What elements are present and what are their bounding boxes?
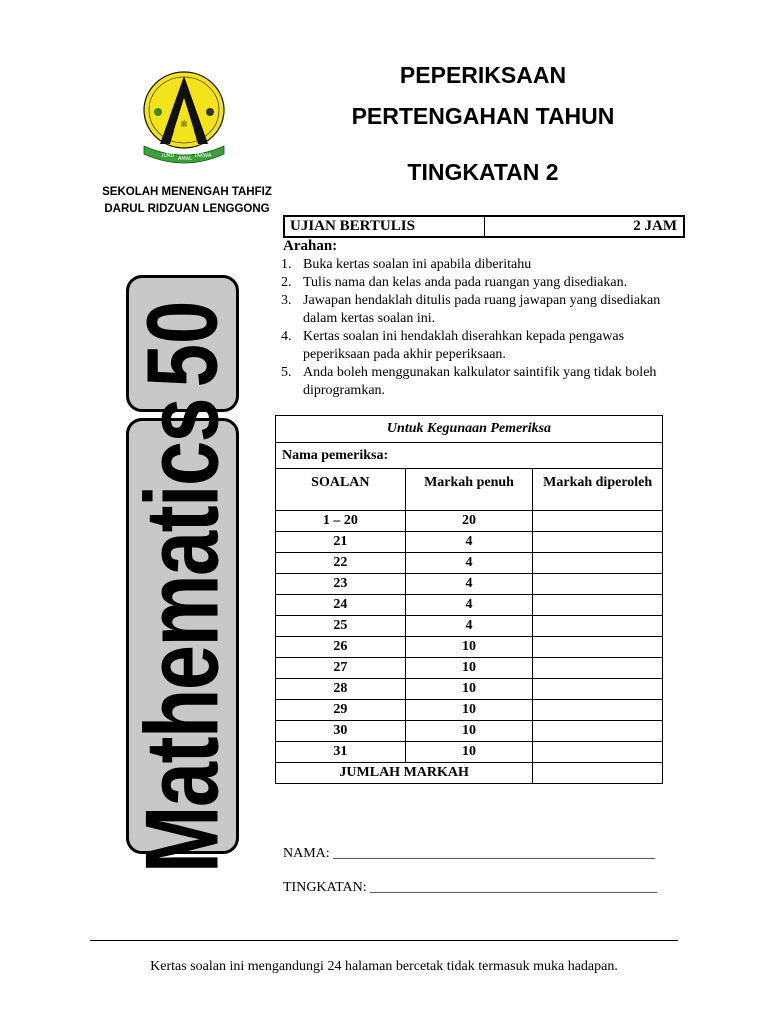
form-blank-line: _________________________________________	[370, 880, 658, 895]
instructions-list	[281, 256, 691, 400]
obtained-marks-cell	[533, 595, 663, 616]
table-row	[276, 658, 663, 679]
obtained-marks-cell	[533, 742, 663, 763]
form-field	[283, 880, 657, 896]
full-marks-cell: 4	[405, 616, 533, 637]
instruction-number: 1.	[281, 257, 292, 272]
question-cell: 1 – 20	[276, 511, 406, 532]
obtained-marks-cell	[533, 511, 663, 532]
table-caption: Untuk Kegunaan Pemeriksa	[276, 416, 663, 443]
instruction-text: Anda boleh menggunakan kalkulator saintifik yang tidak boleh diprogramkan.	[303, 365, 657, 398]
school-logo	[138, 68, 230, 168]
question-cell: 23	[276, 574, 406, 595]
table-row	[276, 595, 663, 616]
obtained-marks-cell	[533, 721, 663, 742]
question-cell: 31	[276, 742, 406, 763]
examiner-marks-table	[275, 415, 663, 784]
obtained-marks-cell	[533, 616, 663, 637]
obtained-marks-cell	[533, 658, 663, 679]
full-marks-cell: 4	[405, 595, 533, 616]
examiner-name-label: Nama pemeriksa:	[276, 443, 663, 469]
school-name-line1: SEKOLAH MENENGAH TAHFIZ	[102, 186, 272, 198]
examiner-row	[276, 443, 663, 469]
subject-name: Mathematics	[124, 398, 240, 874]
full-marks-cell: 10	[405, 742, 533, 763]
footer-divider	[90, 940, 678, 941]
school-name-line2: DARUL RIDZUAN LENGGONG	[104, 203, 270, 215]
full-marks-cell: 4	[405, 532, 533, 553]
full-marks-cell: 4	[405, 574, 533, 595]
total-marks-label: JUMLAH MARKAH	[276, 763, 533, 784]
table-row	[276, 553, 663, 574]
instruction-item	[281, 328, 691, 364]
full-marks-cell: 10	[405, 721, 533, 742]
obtained-marks-cell	[533, 700, 663, 721]
table-row	[276, 721, 663, 742]
exam-title-line1: PEPERIKSAAN	[399, 62, 567, 88]
svg-text:ﷺ: ﷺ	[180, 121, 188, 128]
instruction-number: 3.	[281, 293, 292, 308]
question-cell: 22	[276, 553, 406, 574]
instructions-heading: Arahan:	[283, 238, 338, 254]
instruction-item	[281, 292, 691, 328]
instruction-number: 2.	[281, 275, 292, 290]
logo-banner-word: AMAL	[178, 156, 192, 162]
instruction-text: Buka kertas soalan ini apabila diberitahu	[303, 257, 532, 272]
total-marks-cell	[533, 763, 663, 784]
table-row	[276, 616, 663, 637]
question-cell: 28	[276, 679, 406, 700]
subject-box	[124, 398, 240, 874]
instruction-item	[281, 256, 691, 274]
name-label: NAMA:	[283, 846, 330, 861]
paper-code-box	[126, 275, 239, 412]
logo-banner-word: TAKWA	[194, 153, 212, 159]
full-marks-cell: 4	[405, 553, 533, 574]
table-row	[276, 742, 663, 763]
table-row	[276, 679, 663, 700]
instruction-text: Tulis nama dan kelas anda pada ruangan yang disediakan.	[303, 275, 628, 290]
footer-note: Kertas soalan ini mengandungi 24 halaman bercetak tidak termasuk muka hadapan.	[150, 959, 618, 974]
full-marks-cell: 10	[405, 679, 533, 700]
logo-banner-word: ILMU	[162, 153, 175, 159]
full-marks-cell: 10	[405, 658, 533, 679]
exam-title-line2: PERTENGAHAN TAHUN	[351, 103, 615, 129]
exam-form-title: TINGKATAN 2	[407, 159, 559, 185]
total-row	[276, 763, 663, 784]
paper-code: 50	[126, 300, 238, 387]
instruction-text: Jawapan hendaklah ditulis pada ruang jawapan yang disediakan dalam kertas soalan ini.	[303, 293, 661, 326]
instruction-number: 4.	[281, 329, 292, 344]
table-row	[276, 574, 663, 595]
table-caption-row	[276, 416, 663, 443]
obtained-marks-cell	[533, 637, 663, 658]
table-row	[276, 637, 663, 658]
obtained-marks-cell	[533, 574, 663, 595]
school-name	[78, 184, 296, 218]
question-cell: 25	[276, 616, 406, 637]
column-header: SOALAN	[276, 469, 406, 511]
obtained-marks-cell	[533, 532, 663, 553]
instruction-item	[281, 364, 691, 400]
question-cell: 24	[276, 595, 406, 616]
instruction-item	[281, 274, 691, 292]
table-row	[276, 700, 663, 721]
instruction-number: 5.	[281, 365, 292, 380]
column-header: Markah diperoleh	[533, 469, 663, 511]
form-label: TINGKATAN:	[283, 880, 367, 895]
instruction-text: Kertas soalan ini hendaklah diserahkan kepada pengawas peperiksaan pada akhir peperiksaan.	[303, 329, 625, 362]
question-cell: 29	[276, 700, 406, 721]
obtained-marks-cell	[533, 553, 663, 574]
table-row	[276, 532, 663, 553]
paper-duration: 2 JAM	[633, 218, 677, 234]
table-header-row	[276, 469, 663, 511]
name-field	[283, 846, 655, 862]
question-cell: 21	[276, 532, 406, 553]
full-marks-cell: 10	[405, 637, 533, 658]
question-cell: 26	[276, 637, 406, 658]
full-marks-cell: 20	[405, 511, 533, 532]
paper-type: UJIAN BERTULIS	[285, 217, 485, 236]
table-row	[276, 511, 663, 532]
question-cell: 30	[276, 721, 406, 742]
name-blank-line: ______________________________________________	[333, 846, 656, 861]
obtained-marks-cell	[533, 679, 663, 700]
full-marks-cell: 10	[405, 700, 533, 721]
paper-info-box	[283, 215, 685, 238]
question-cell: 27	[276, 658, 406, 679]
column-header: Markah penuh	[405, 469, 533, 511]
